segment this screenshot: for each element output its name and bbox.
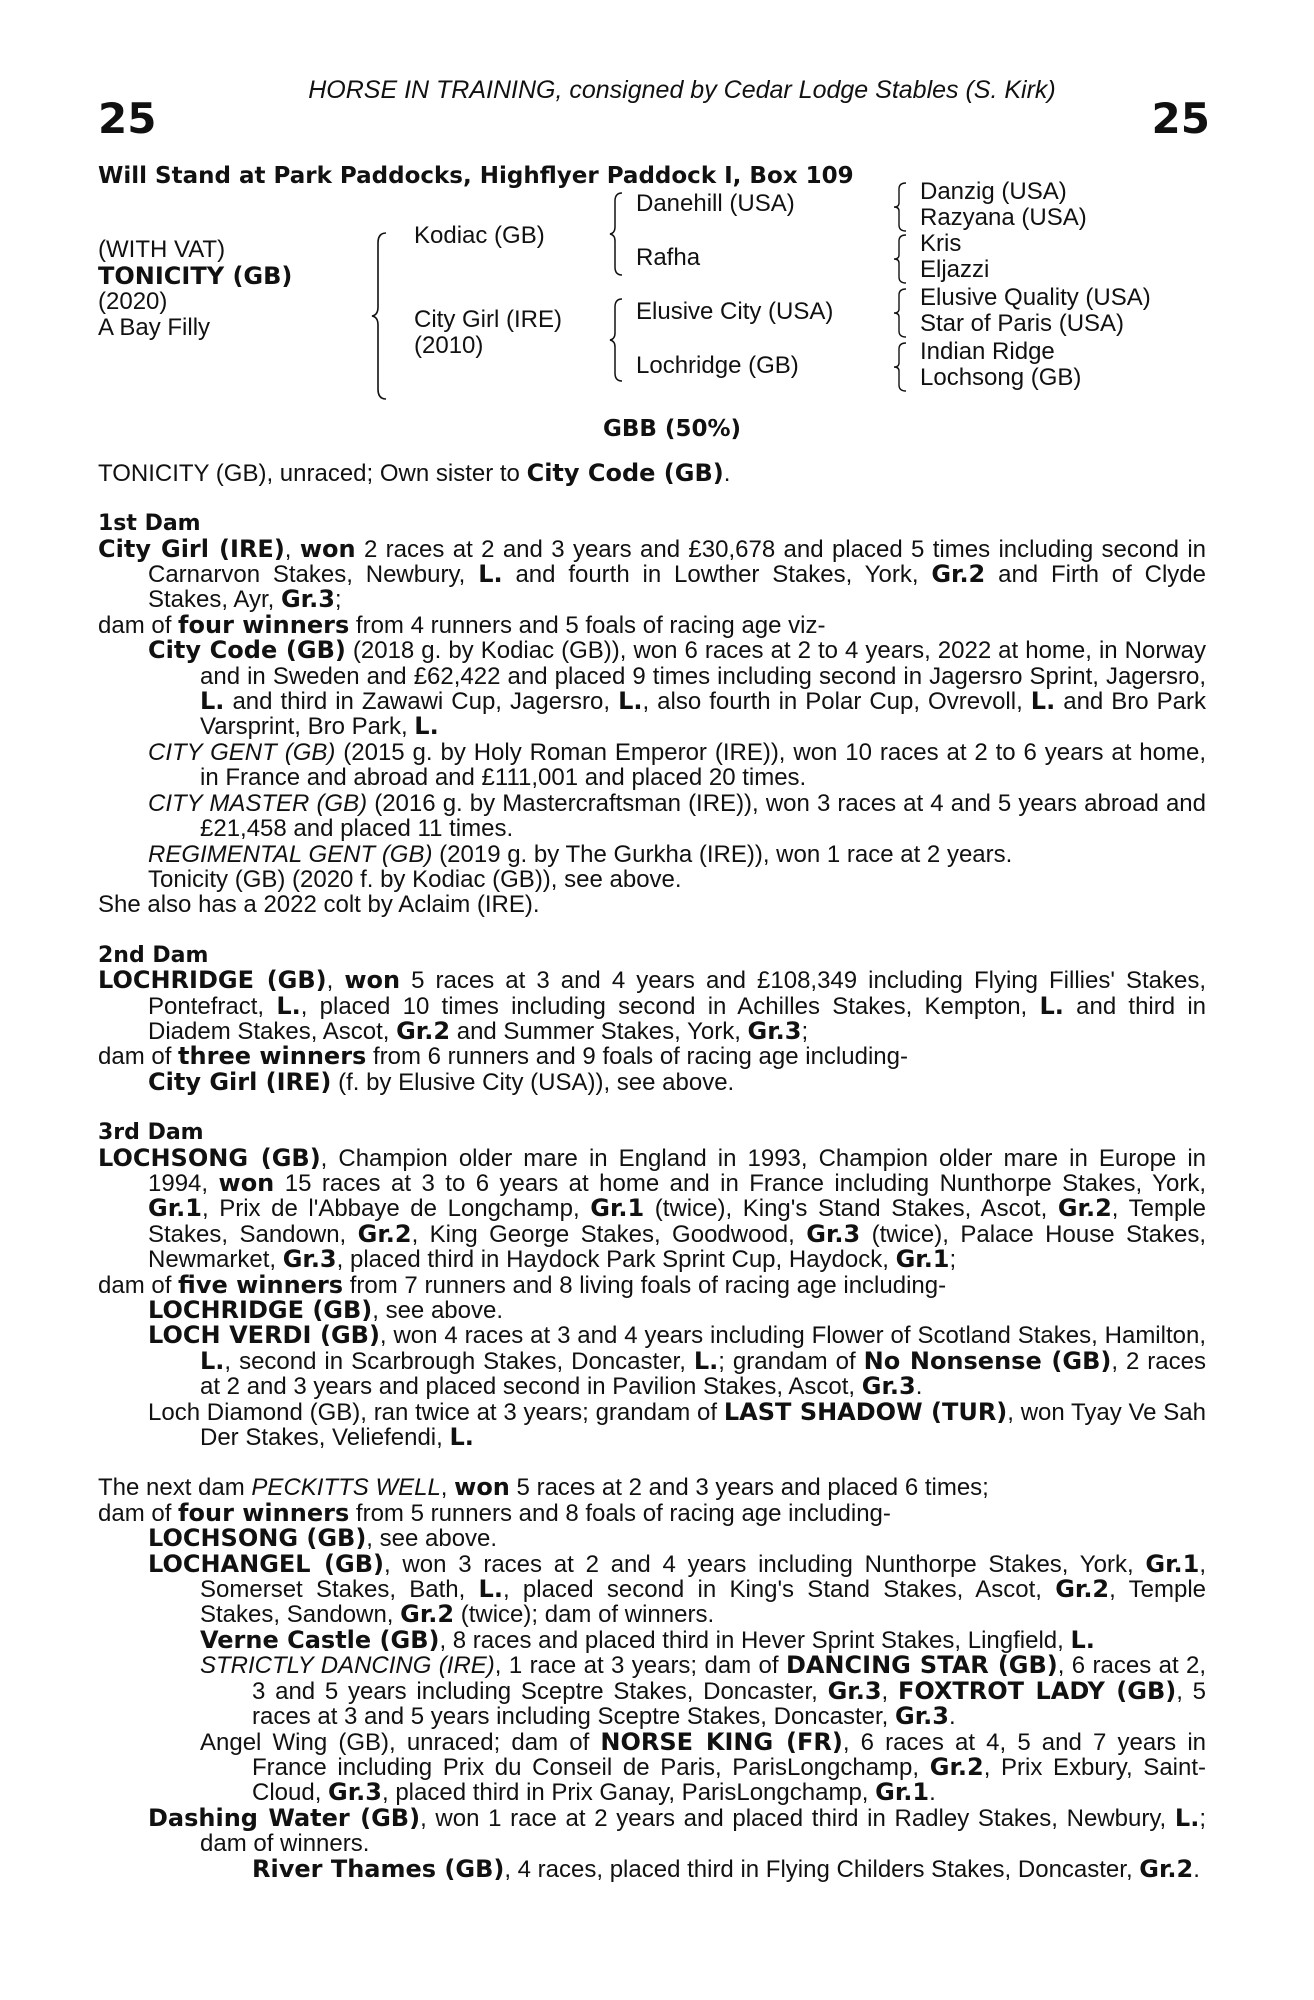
produce-city-code xyxy=(98,638,1206,740)
text-run: and fourth in Lowther Stakes, York, xyxy=(502,561,932,589)
text-run: L. xyxy=(276,991,301,1020)
text-run: and Bro Park Varsprint, Bro Park, xyxy=(200,688,1206,741)
text-run: , 1 race at 3 years; dam of xyxy=(494,1652,786,1680)
text-run: FOXTROT LADY (GB) xyxy=(897,1676,1177,1705)
text-run: CITY GENT (GB) xyxy=(148,738,336,766)
text-run: Gr.3 xyxy=(895,1702,949,1731)
produce-city-gent xyxy=(98,740,1206,791)
text-run: LOCH VERDI (GB) xyxy=(148,1321,380,1350)
ped-dsd: Star of Paris (USA) xyxy=(920,310,1125,338)
text-run: won xyxy=(454,1473,510,1502)
brace-sd xyxy=(892,233,910,285)
text-run: ; dam of winners. xyxy=(200,1804,1206,1858)
text-run: , xyxy=(881,1677,898,1705)
text-run: , Temple Stakes, Sandown, xyxy=(148,1195,1206,1248)
produce-lochsong xyxy=(98,1526,1206,1551)
text-run: LOCHSONG (GB) xyxy=(148,1524,367,1553)
text-run: Loch Diamond (GB), ran twice at 3 years; grandam of xyxy=(148,1398,724,1426)
text-run: four winners xyxy=(178,610,350,639)
horse-description: A Bay Filly xyxy=(98,314,211,342)
second-dam-record xyxy=(98,968,1206,1044)
ped-dss: Elusive Quality (USA) xyxy=(920,284,1151,312)
text-run: L. xyxy=(478,1575,503,1604)
text-run: dam of xyxy=(98,1499,179,1527)
horse-name: TONICITY (GB) xyxy=(98,262,293,291)
text-run: Gr.2 xyxy=(931,560,986,589)
text-run: Verne Castle (GB) xyxy=(200,1625,440,1654)
produce-regimental-gent xyxy=(98,842,1206,867)
text-run: City Girl (IRE) xyxy=(98,534,285,563)
text-run: , 2 races at 2 and 3 years and placed second in Pavilion Stakes, Ascot, xyxy=(200,1347,1206,1401)
text-run: (twice); dam of winners. xyxy=(454,1601,715,1629)
text-run: Gr.1 xyxy=(875,1778,930,1807)
text-run: , King George Stakes, Goodwood, xyxy=(411,1220,807,1248)
catalogue-page xyxy=(98,76,1210,1883)
produce-tonicity xyxy=(98,867,1206,892)
text-run: (2016 g. by Mastercraftsman (IRE)), won 3 races at 4 and 5 years abroad and £21,458 and placed 11 times. xyxy=(200,789,1206,843)
text-run: LAST SHADOW (TUR) xyxy=(723,1397,1008,1426)
text-run: dam of xyxy=(98,1043,179,1071)
next-dam-produce xyxy=(98,1498,1206,1527)
horse-year: (2020) xyxy=(98,288,168,316)
text-run: won xyxy=(344,966,401,995)
first-dam-title: 1st Dam xyxy=(98,511,201,537)
text-run: , Prix de l'Abbaye de Longchamp, xyxy=(201,1195,591,1223)
third-dam-section xyxy=(98,1120,1206,1450)
text-run: , also fourth in Polar Cup, Ovrevoll, xyxy=(642,688,1031,716)
text-run: Gr.1 xyxy=(1145,1549,1200,1578)
text-run: (twice), King's Stand Stakes, Ascot, xyxy=(644,1195,1058,1223)
text-run: , won 4 races at 3 and 4 years including Flower of Scotland Stakes, Hamilton, xyxy=(379,1322,1207,1350)
intro-line: TONICITY (GB), unraced; Own sister to City Code (GB). xyxy=(98,458,731,487)
text-run: (2018 g. by Kodiac (GB)), won 6 races at 2 to 4 years, 2022 at home, in Norway and in Sweden and £62,422 and placed 9 times including second in Jagersro Sprint, Jagersro, xyxy=(200,637,1207,690)
text-run: (2015 g. by Holy Roman Emperor (IRE)), won 10 races at 2 to 6 years at home, in France and abroad and £111,001 and placed 20 times. xyxy=(200,738,1207,792)
ped-sds: Kris xyxy=(920,230,962,258)
text-run: Gr.3 xyxy=(280,585,335,614)
text-run: dam of xyxy=(98,1271,179,1299)
text-run: L. xyxy=(1070,1625,1095,1654)
brace-ds xyxy=(892,287,910,339)
text-run: , xyxy=(440,1474,455,1502)
text-run: (f. by Elusive City (USA)), see above. xyxy=(331,1068,735,1096)
text-run: Gr.1 xyxy=(590,1194,645,1223)
text-run: , Temple Stakes, Sandown, xyxy=(200,1576,1206,1629)
text-run: won xyxy=(218,1168,275,1197)
text-run: and third in Zawawi Cup, Jagersro, xyxy=(224,688,619,716)
text-run: (twice), Palace House Stakes, Newmarket, xyxy=(148,1220,1207,1274)
first-dam-produce xyxy=(98,610,1206,639)
text-run: Gr.2 xyxy=(357,1219,412,1248)
text-run: and Summer Stakes, York, xyxy=(450,1017,748,1045)
text-run: PECKITTS WELL xyxy=(251,1474,441,1502)
text-run: Dashing Water (GB) xyxy=(148,1803,421,1832)
text-run: five winners xyxy=(178,1270,344,1299)
text-run: CITY MASTER (GB) xyxy=(148,789,368,817)
text-run: ; xyxy=(949,1246,957,1274)
text-run: L. xyxy=(1039,991,1064,1020)
text-run: . xyxy=(929,1779,936,1807)
text-run: . xyxy=(915,1373,923,1401)
text-run: , placed 10 times including second in Achilles Stakes, Kempton, xyxy=(300,992,1040,1020)
brace-dam xyxy=(608,297,626,383)
text-run: Gr.2 xyxy=(1139,1854,1194,1883)
text-run: L. xyxy=(618,687,643,716)
text-run: , won 3 races at 2 and 4 years including Nunthorpe Stakes, York, xyxy=(383,1550,1146,1578)
brace-sire xyxy=(608,191,626,277)
gbb-rating: GBB (50%) xyxy=(602,416,742,443)
ped-ssd: Razyana (USA) xyxy=(920,204,1087,232)
text-run: Gr.3 xyxy=(747,1016,802,1045)
text-run: LOCHRIDGE (GB) xyxy=(98,966,327,995)
text-run: L. xyxy=(200,687,225,716)
produce-verne-castle xyxy=(98,1625,1206,1654)
text-run: 5 races at 2 and 3 years and placed 6 times; xyxy=(509,1474,989,1502)
produce-river-thames xyxy=(98,1854,1206,1883)
text-run: Gr.1 xyxy=(895,1245,950,1274)
text-run: , won Tyay Ve Sah Der Stakes, Veliefendi, xyxy=(200,1398,1206,1452)
text-run: STRICTLY DANCING (IRE) xyxy=(200,1652,495,1680)
text-run: , placed third in Haydock Park Sprint Cup, Haydock, xyxy=(336,1246,896,1274)
pedigree-chart xyxy=(98,178,1206,439)
brace-dd xyxy=(892,341,910,393)
text-run: Gr.2 xyxy=(396,1016,451,1045)
produce-lochangel xyxy=(98,1549,1206,1629)
text-run: won xyxy=(299,534,356,563)
vat-label: (WITH VAT) xyxy=(98,236,226,264)
sire-sire: Danehill (USA) xyxy=(636,190,795,218)
produce-strictly-dancing xyxy=(98,1653,1206,1729)
text-run: L. xyxy=(1174,1803,1200,1832)
produce-loch-diamond xyxy=(98,1397,1206,1452)
text-run: , Champion older mare in England in 1993, Champion older mare in Europe in 1994, xyxy=(148,1144,1206,1197)
text-run: DANCING STAR (GB) xyxy=(785,1651,1058,1680)
text-run: L. xyxy=(478,560,503,589)
text-run: . xyxy=(1193,1855,1200,1883)
consignor-line: HORSE IN TRAINING, consigned by Cedar Lodge Stables (S. Kirk) xyxy=(308,76,1056,104)
text-run: , Somerset Stakes, Bath, xyxy=(200,1550,1206,1604)
next-dam-section xyxy=(98,1475,1206,1882)
text-run: from 7 runners and 8 living foals of racing age including- xyxy=(343,1271,947,1299)
third-dam-title: 3rd Dam xyxy=(98,1120,204,1146)
lot-number-right: 25 xyxy=(1151,94,1210,143)
ped-ddd: Lochsong (GB) xyxy=(920,364,1082,392)
text-run: , see above. xyxy=(372,1297,504,1324)
text-run: River Thames (GB) xyxy=(252,1854,505,1883)
first-dam-section xyxy=(98,511,1206,918)
text-run: LOCHRIDGE (GB) xyxy=(148,1296,373,1324)
stand-location: Will Stand at Park Paddocks, Highflyer Paddock I, Box 109 xyxy=(98,163,854,189)
text-run: three winners xyxy=(178,1042,367,1071)
text-run: She also has a 2022 colt by Aclaim (IRE). xyxy=(98,891,540,919)
text-run: L. xyxy=(693,1346,719,1375)
text-run: and third in Diadem Stakes, Ascot, xyxy=(148,992,1207,1045)
sister-name: City Code (GB) xyxy=(526,458,724,487)
second-dam-produce xyxy=(98,1044,1206,1069)
text-run: Gr.1 xyxy=(148,1194,202,1223)
text-run: NORSE KING (FR) xyxy=(600,1727,843,1756)
text-run: , 6 races at 2, 3 and 5 years including Sceptre Stakes, Doncaster, xyxy=(252,1652,1207,1705)
text-run: , second in Scarbrough Stakes, Doncaster, xyxy=(224,1347,694,1375)
ped-sdd: Eljazzi xyxy=(920,256,990,284)
text-run: from 4 runners and 5 foals of racing age viz- xyxy=(349,611,826,639)
dam-year: (2010) xyxy=(414,332,484,360)
ped-sss: Danzig (USA) xyxy=(920,178,1067,206)
text-run: The next dam xyxy=(98,1474,252,1502)
text-run: and Firth of Clyde Stakes, Ayr, xyxy=(148,561,1207,614)
produce-city-girl xyxy=(98,1067,1206,1096)
dam-name: City Girl (IRE) xyxy=(414,306,562,334)
text-run: Tonicity (GB) (2020 f. by Kodiac (GB)), see above. xyxy=(148,865,682,893)
text-run: L. xyxy=(200,1346,225,1375)
second-dam-title: 2nd Dam xyxy=(98,942,209,968)
text-run: Angel Wing (GB), unraced; dam of xyxy=(200,1728,601,1756)
sire-name: Kodiac (GB) xyxy=(414,222,545,250)
text-run: , 5 races at 3 and 5 years including Sceptre Stakes, Doncaster, xyxy=(252,1677,1207,1731)
text-run: , Prix Exbury, Saint-Cloud, xyxy=(252,1753,1207,1807)
text-run: , 4 races, placed third in Flying Childers Stakes, Doncaster, xyxy=(504,1855,1140,1883)
text-run: ; xyxy=(801,1017,809,1045)
lot-number-row xyxy=(98,94,1210,162)
second-dam-section xyxy=(98,943,1206,1095)
lot-number-left: 25 xyxy=(98,94,157,143)
sire-dam: Rafha xyxy=(636,244,701,272)
produce-city-master xyxy=(98,791,1206,842)
text-run: LOCHSONG (GB) xyxy=(98,1143,321,1172)
produce-lochridge xyxy=(98,1298,1206,1323)
text-run: Gr.2 xyxy=(929,1752,984,1781)
text-run: , 8 races and placed third in Hever Sprint Stakes, Lingfield, xyxy=(439,1626,1071,1654)
produce-angel-wing xyxy=(98,1727,1207,1807)
text-run: four winners xyxy=(178,1498,350,1527)
text-run: L. xyxy=(1030,687,1056,716)
produce-dashing-water xyxy=(98,1803,1206,1858)
brace-horse xyxy=(370,231,390,401)
text-run: City Code (GB) xyxy=(148,636,346,665)
dam-dam: Lochridge (GB) xyxy=(636,352,799,380)
ped-dds: Indian Ridge xyxy=(920,338,1055,366)
text-run: Gr.2 xyxy=(1057,1194,1112,1223)
text-run: from 5 runners and 8 foals of racing age including- xyxy=(349,1499,891,1527)
text-run: Gr.3 xyxy=(282,1245,337,1274)
text-run: , won 1 race at 2 years and placed third in Radley Stakes, Newbury, xyxy=(420,1804,1175,1832)
text-run: 5 races at 3 and 4 years and £108,349 including Flying Fillies' Stakes, Pontefract, xyxy=(148,967,1207,1020)
text-run: L. xyxy=(414,712,439,741)
text-run: , placed second in King's Stand Stakes, Ascot, xyxy=(502,1576,1056,1604)
first-dam-record xyxy=(98,534,1207,614)
text-run: ; grandam of xyxy=(718,1347,864,1375)
text-run: Gr.2 xyxy=(400,1600,455,1629)
text-run: 2 races at 2 and 3 years and £30,678 and placed 5 times including second in Carnarvon Stakes, Newbury, xyxy=(148,535,1206,589)
text-run: (2019 g. by The Gurkha (IRE)), won 1 race at 2 years. xyxy=(432,840,1013,868)
text-run: L. xyxy=(449,1423,474,1452)
third-dam-produce xyxy=(98,1270,1206,1299)
third-dam-record xyxy=(98,1143,1207,1274)
brace-ss xyxy=(892,181,910,233)
text-run: No Nonsense (GB) xyxy=(863,1346,1112,1375)
text-run: REGIMENTAL GENT (GB) xyxy=(148,840,433,868)
text-run: ; xyxy=(334,586,342,614)
text-run: , see above. xyxy=(366,1525,498,1553)
text-run: Gr.3 xyxy=(861,1372,916,1401)
text-run: , 6 races at 4, 5 and 7 years in France including Prix du Conseil de Paris, ParisLongchamp, xyxy=(252,1728,1207,1781)
text-run: Gr.3 xyxy=(328,1778,382,1807)
text-run: Gr.3 xyxy=(806,1219,861,1248)
text-run: . xyxy=(948,1703,956,1731)
text-run: , placed third in Prix Ganay, ParisLongchamp, xyxy=(381,1779,876,1807)
text-run: from 6 runners and 9 foals of racing age including- xyxy=(366,1043,908,1071)
text-run: LOCHANGEL (GB) xyxy=(148,1549,384,1578)
produce-loch-verdi xyxy=(98,1323,1206,1399)
text-run: City Girl (IRE) xyxy=(148,1067,332,1096)
text-run: dam of xyxy=(98,611,179,639)
first-dam-note xyxy=(98,892,1206,917)
text-run: , xyxy=(284,535,300,563)
text-run: 15 races at 3 to 6 years at home and in France including Nunthorpe Stakes, York, xyxy=(274,1169,1206,1197)
next-dam-record xyxy=(98,1475,1206,1500)
dam-sire: Elusive City (USA) xyxy=(636,298,834,326)
text-run: Gr.3 xyxy=(827,1676,882,1705)
text-run: , xyxy=(326,967,345,995)
text-run: Gr.2 xyxy=(1055,1575,1110,1604)
